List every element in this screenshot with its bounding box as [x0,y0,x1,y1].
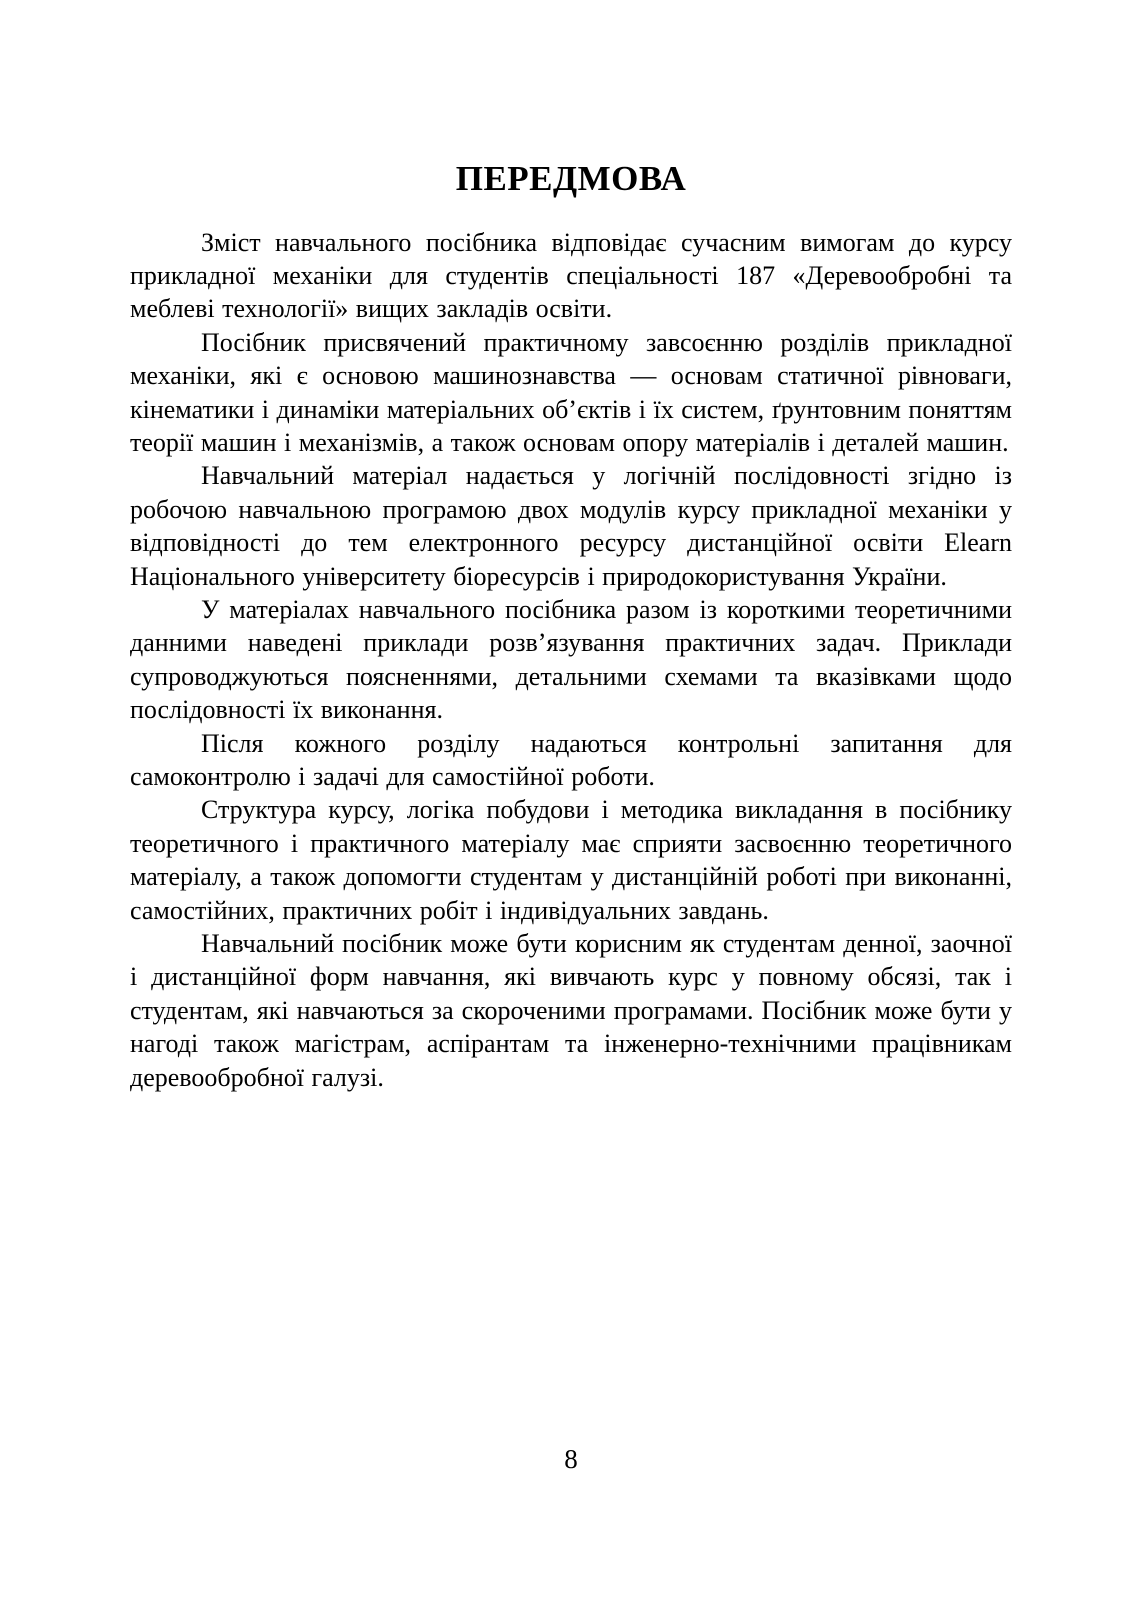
paragraph-7: Навчальний посібник може бути корисним як студентам денної, заочної і дистанційної форм навчання, які вивчають курс у повному обсязі, так і студентам, які навчаються за скороченими програмами. Посібник може бути у нагоді також магістрам, аспірантам та інженерно-технічними працівникам деревообробної галузі. [130,929,1012,1092]
paragraph-4: У матеріалах навчального посібника разом із короткими теоретичними данними наведені приклади розв’язування практичних задач. Приклади супроводжуються поясненнями, детальними схемами та вказівками щодо послідовності їх виконання. [130,594,1012,725]
paragraph-3: Навчальний матеріал надається у логічній послідовності згідно із робочою навчальною програмою двох модулів курсу прикладної механіки у відповідності до тем електронного ресурсу дистанційної освіти Elearn Національного університету біоресурсів і природокористування України. [130,461,1012,591]
paragraph-5: Після кожного розділу надаються контрольні запитання для самоконтролю і задачі для самостійної роботи. [130,728,1012,791]
page-title: ПЕРЕДМОВА [455,159,687,198]
paragraph-6: Структура курсу, логіка побудови і методика викладання в посібнику теоретичного і практичного матеріалу має сприяти засвоєнню теоретичного матеріалу, а також допомогти студентам у дистанційній роботі при виконанні, самостійних, практичних робіт і індивідуальних завдань. [130,795,1012,925]
preface-content [130,226,1012,1095]
page-number: 8 [564,1444,578,1474]
paragraph-1: Зміст навчального посібника відповідає сучасним вимогам до курсу прикладної механіки для студентів спеціальності 187 «Деревообробні та меблеві технології» вищих закладів освіти. [130,227,1012,324]
paragraph-2: Посібник присвячений практичному завсоєнню розділів прикладної механіки, які є основою машинознавства — основам статичної рівноваги, кінематики і динаміки матеріальних об’єктів і їх систем, ґрунтовним поняттям теорії машин і механізмів, а також основам опору матеріалів і деталей машин. [130,327,1012,457]
